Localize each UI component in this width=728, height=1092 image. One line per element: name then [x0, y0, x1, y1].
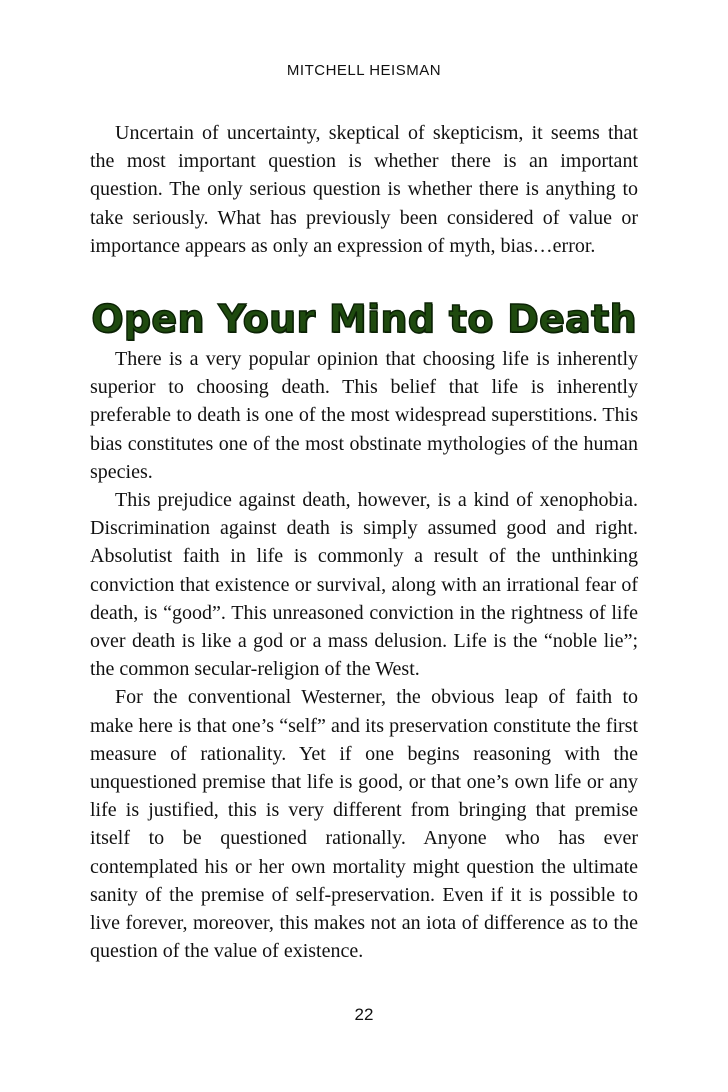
- intro-paragraph: Uncertain of uncertainty, skeptical of skepticism, it seems that the most important question is whether there is an important question. The only serious question is whether there is anything to take seriously. What has previously been considered of value or importance appears as only an expression of myth, bias…error.: [90, 122, 638, 257]
- page-number: 22: [354, 1005, 374, 1024]
- intro-text: [90, 119, 638, 260]
- body-paragraph: This prejudice against death, however, is a kind of xenophobia. Discrimination against death is simply assumed good and right. Absolutist faith in life is commonly a result of the unthinking conviction that existence or survival, along with an irrational fear of death, is “good”. This unreasoned conviction in the rightness of life over death is like a god or a mass delusion. Life is the “noble lie”; the common secular-religion of the West.: [90, 489, 638, 681]
- running-header: MITCHELL HEISMAN: [286, 62, 442, 79]
- chapter-body: [90, 345, 638, 965]
- body-paragraph: For the conventional Westerner, the obvious leap of faith to make here is that one’s “self” and its preservation constitute the first measure of rationality. Yet if one begins reasoning with the unquestioned premise that life is good, or that one’s own life or any life is justified, this is very different from bringing that premise itself to be questioned rationally. Anyone who has ever contemplated his or her own mortality might question the ultimate sanity of the premise of self-preservation. Even if it is possible to live forever, moreover, this makes not an iota of difference as to the question of the value of existence.: [90, 686, 638, 963]
- body-paragraph: There is a very popular opinion that choosing life is inherently superior to choosing death. This belief that life is inherently preferable to death is one of the most widespread superstitions. This bias constitutes one of the most obstinate mythologies of the human species.: [90, 348, 638, 483]
- chapter-title: Open Your Mind to Death: [91, 297, 637, 341]
